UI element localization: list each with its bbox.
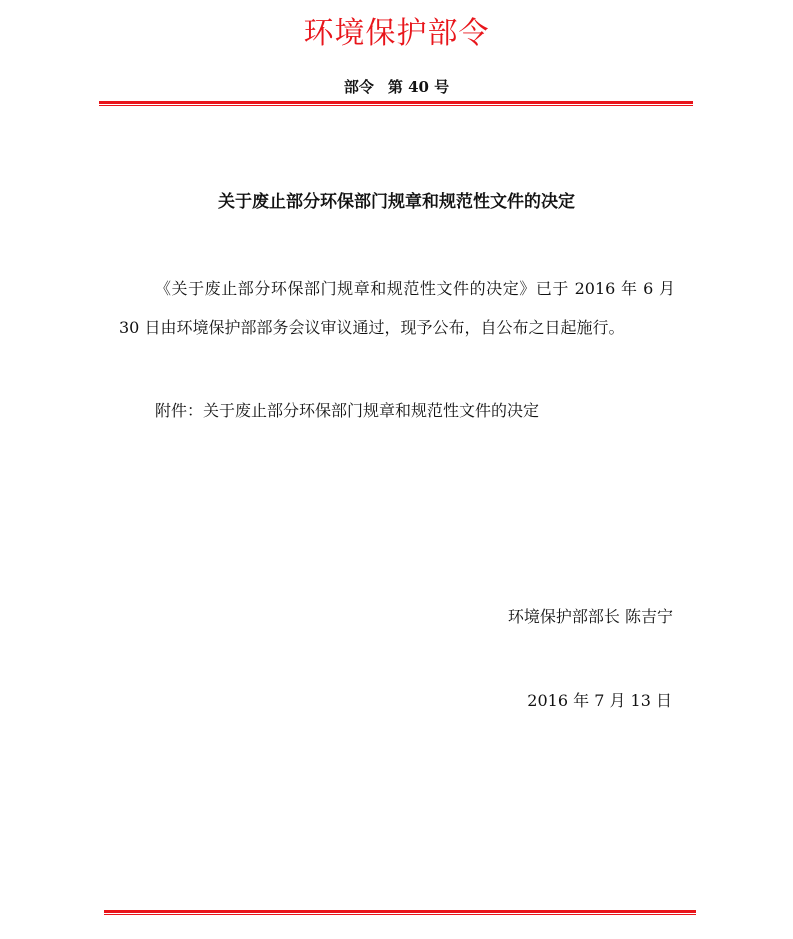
order-number-value: 第 40 号 bbox=[387, 78, 450, 96]
signature-line: 环境保护部部长 陈吉宁 bbox=[507, 607, 673, 626]
attachment-line: 附件：关于废止部分环保部门规章和规范性文件的决定 bbox=[155, 401, 540, 420]
document-title: 关于废止部分环保部门规章和规范性文件的决定 bbox=[218, 192, 575, 212]
footer-divider-line bbox=[104, 910, 696, 915]
order-label: 部令 bbox=[343, 78, 374, 96]
decree-order-number bbox=[0, 76, 793, 98]
decree-header-title: 环境保护部令 bbox=[303, 16, 490, 51]
document-date: 2016 年 7 月 13 日 bbox=[527, 691, 672, 710]
header-divider-line bbox=[99, 101, 693, 106]
document-body-paragraph: 《关于废止部分环保部门规章和规范性文件的决定》已于 2016 年 6 月 30 日由环境保护部部务会议审议通过，现予公布，自公布之日起施行。 bbox=[119, 279, 675, 337]
